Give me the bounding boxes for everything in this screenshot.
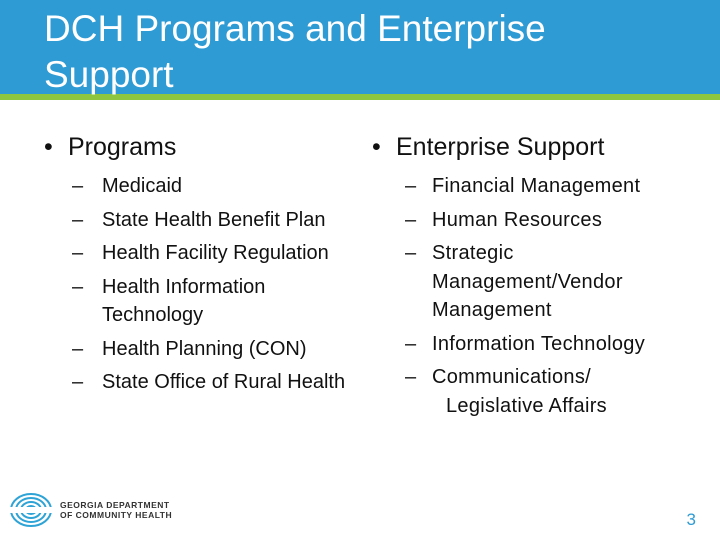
dash-icon: – — [405, 366, 417, 388]
programs-column — [44, 130, 364, 402]
list-item: – State Health Benefit Plan — [44, 206, 364, 235]
enterprise-support-heading — [372, 130, 692, 164]
dch-logo — [8, 491, 173, 529]
programs-heading-label: Programs — [68, 133, 177, 161]
bullet-icon: • — [44, 133, 53, 161]
list-item: – Health Facility Regulation — [44, 239, 364, 268]
list-item: – Health Planning (CON) — [44, 335, 364, 364]
enterprise-support-column — [372, 130, 692, 425]
programs-heading — [44, 130, 364, 164]
dch-logo-text: GEORGIA DEPARTMENT OF COMMUNITY HEALTH — [60, 500, 173, 520]
list-item: – Medicaid — [44, 172, 364, 201]
list-item: – State Office of Rural Health — [44, 368, 364, 397]
list-item: – Health Information Technology — [44, 273, 364, 330]
slide-title: DCH Programs and Enterprise Support — [44, 8, 546, 95]
list-item: – Information Technology — [372, 330, 692, 359]
programs-list — [44, 172, 364, 397]
bullet-icon: • — [372, 133, 381, 161]
dash-icon: – — [72, 175, 84, 197]
dash-icon: – — [72, 275, 84, 298]
enterprise-support-heading-label: Enterprise Support — [396, 133, 605, 161]
dch-logo-mark-icon — [8, 491, 54, 529]
dash-icon: – — [405, 242, 417, 264]
dash-icon: – — [72, 371, 84, 393]
dash-icon: – — [72, 337, 84, 360]
list-item: – Human Resources — [372, 206, 692, 235]
dash-icon: – — [405, 332, 417, 355]
dash-icon: – — [405, 208, 417, 231]
list-item: – Financial Management — [372, 172, 692, 201]
enterprise-support-list — [372, 172, 692, 420]
dash-icon: – — [405, 175, 417, 197]
dash-icon: – — [72, 208, 84, 231]
list-item: – Communications/ Legislative Affairs — [372, 363, 692, 420]
list-item: – Strategic Management/Vendor Management — [372, 239, 692, 325]
dash-icon: – — [72, 242, 84, 264]
page-number: 3 — [686, 510, 696, 529]
